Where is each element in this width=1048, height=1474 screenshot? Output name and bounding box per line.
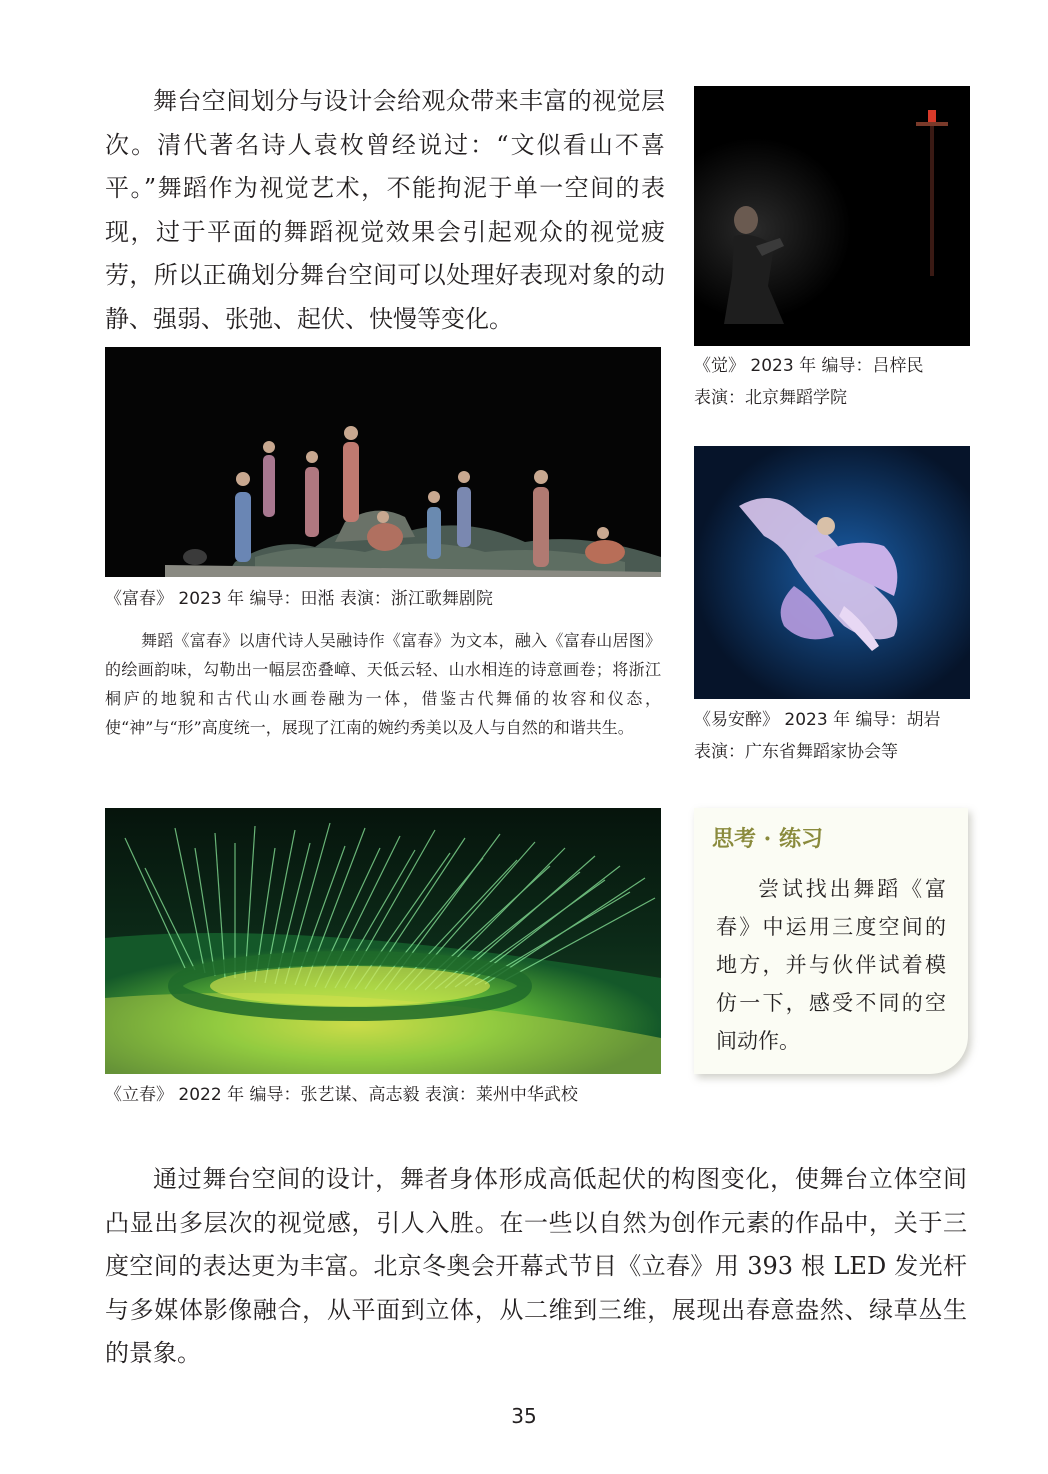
caption-lichun: 《立春》 2022 年 编导：张艺谋、高志毅 表演：莱州中华武校 [105,1085,578,1105]
caption-jue-2: 表演：北京舞蹈学院 [694,388,847,408]
photo-lichun [105,808,661,1074]
caption-yianzui-1: 《易安醉》 2023 年 编导：胡岩 [694,710,941,730]
caption-yianzui-2: 表演：广东省舞蹈家协会等 [694,742,898,762]
caption-fuchun: 《富春》 2023 年 编导：田湉 表演：浙江歌舞剧院 [105,589,493,609]
caption-jue-1: 《觉》 2023 年 编导：吕梓民 [694,356,924,376]
page-number: 35 [511,1404,537,1428]
fuchun-note: 舞蹈《富春》以唐代诗人吴融诗作《富春》为文本，融入《富春山居图》的绘画韵味，勾勒出一幅层峦叠嶂、天低云轻、山水相连的诗意画卷；将浙江桐庐的地貌和古代山水画卷融为一体，借鉴古代舞俑的妆容和仪态，使“神”与“形”高度统一，展现了江南的婉约秀美以及人与自然的和谐共生。 [105,631,661,737]
think-practice-box [694,808,968,1074]
intro-paragraph: 舞台空间划分与设计会给观众带来丰富的视觉层次。清代著名诗人袁枚曾经说过：“文似看山不喜平。”舞蹈作为视觉艺术，不能拘泥于单一空间的表现，过于平面的舞蹈视觉效果会引起观众的视觉疲劳，所以正确划分舞台空间可以处理好表现对象的动静、强弱、张弛、起伏、快慢等变化。 [105,87,665,333]
photo-jue [694,86,970,346]
photo-fuchun [105,347,661,577]
think-practice-title: 思考 · 练习 [712,826,823,852]
photo-yianzui [694,446,970,699]
outro-paragraph: 通过舞台空间的设计，舞者身体形成高低起伏的构图变化，使舞台立体空间凸显出多层次的视觉感，引人入胜。在一些以自然为创作元素的作品中，关于三度空间的表达更为丰富。北京冬奥会开幕式节目《立春》用 393 根 LED 发光杆与多媒体影像融合，从平面到立体，从二维到三维，展现出春意盎然、绿草丛生的景象。 [105,1165,967,1367]
think-practice-body: 尝试找出舞蹈《富春》中运用三度空间的地方，并与伙伴试着模仿一下，感受不同的空间动作。 [716,877,946,1053]
